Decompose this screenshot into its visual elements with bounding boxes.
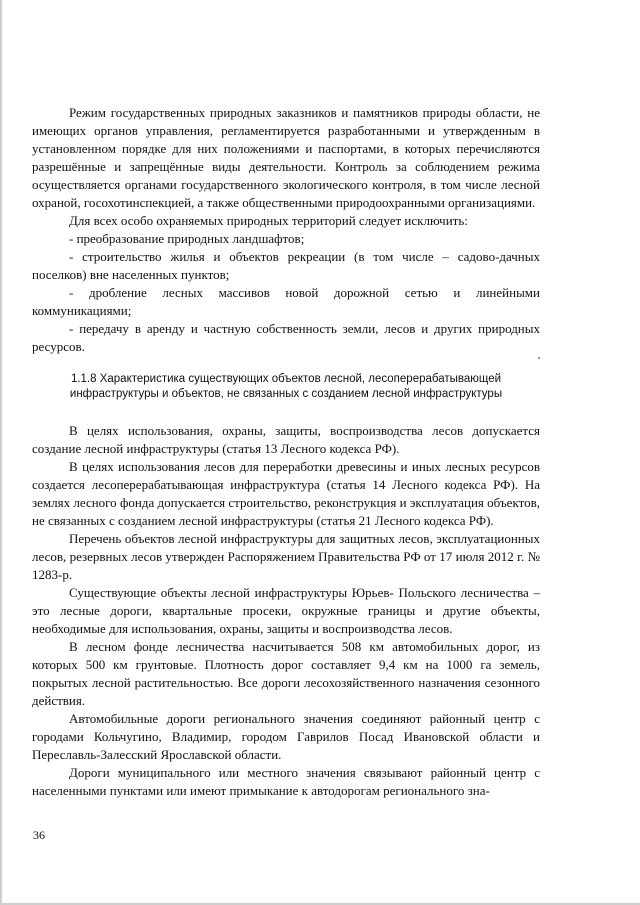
section-heading: 1.1.8 Характеристика существующих объектов лесной, лесоперерабатывающей инфраструктуры и объектов, не связанных с созданием лесной инфраструктуры	[69, 373, 503, 400]
list-item-lease: - передачу в аренду и частную собственность земли, лесов и других природных ресурсов.	[32, 321, 540, 354]
list-item-landscapes: - преобразование природных ландшафтов;	[69, 231, 305, 246]
paragraph-forest-infrastructure: В целях использования, охраны, защиты, воспроизводства лесов допускается создание лесной инфраструктуры (статья 13 Лесного кодекса РФ).	[32, 423, 540, 456]
paragraph-roads-count: В лесном фонде лесничества насчитывается 508 км автомобильных дорог, из которых 500 км грунтовые. Плотность дорог составляет 9,4 км на 1000 га земель, покрытых лесной растительностью. Все дороги лесохозяйственного назначения сезонного действия.	[32, 639, 540, 708]
paragraph-reserve-regime: Режим государственных природных заказников и памятников природы области, не имеющих органов управления, регламентируется разработанными и утвержденным в установленном порядке для них положениями и паспортами, в которых перечисляются разрешённые и запрещённые виды деятельности. Контроль за соблюдением режима осуществляется органами государственного экологического контроля, в том числе лесной охраной, госохотинспекцией, а также общественными природоохранными организациями.	[32, 105, 540, 210]
scan-edge-left	[0, 0, 3, 905]
paragraph-infrastructure-list: Перечень объектов лесной инфраструктуры для защитных лесов, эксплуатационных лесов, резервных лесов утвержден Распоряжением Правительства РФ от 17 июля 2012 г. № 1283-р.	[32, 531, 540, 582]
list-item-fragmentation: - дробление лесных массивов новой дорожной сетью и линейными коммуникациями;	[32, 285, 540, 318]
body-text	[32, 104, 540, 800]
paragraph-regional-roads: Автомобильные дороги регионального значения соединяют районный центр с городами Кольчугино, Владимир, городом Гаврилов Посад Ивановской области и Переславль-Залесский Ярославской области.	[32, 711, 540, 762]
paragraph-local-roads: Дороги муниципального или местного значения связывают районный центр с населенными пунктами или имеют примыкание к автодорогам регионального зна-	[32, 765, 540, 798]
page-number: 36	[33, 828, 45, 842]
list-item-construction: - строительство жилья и объектов рекреации (в том числе – садово-дачных поселков) вне населенных пунктов;	[32, 249, 540, 282]
paragraph-existing-objects: Существующие объекты лесной инфраструктуры Юрьев- Польского лесничества – это лесные дороги, квартальные просеки, окружные границы и другие объекты, необходимые для использования, охраны, защиты и воспроизводства лесов.	[32, 585, 540, 636]
paragraph-exclusions-intro: Для всех особо охраняемых природных территорий следует исключить:	[69, 213, 468, 228]
paragraph-processing-infrastructure: В целях использования лесов для переработки древесины и иных лесных ресурсов создается лесоперерабатывающая инфраструктура (статья 14 Лесного кодекса РФ). На землях лесного фонда допускается строительство, реконструкция и эксплуатация объектов, не связанных с созданием лесной инфраструктуры (статья 21 Лесного кодекса РФ).	[32, 459, 540, 528]
